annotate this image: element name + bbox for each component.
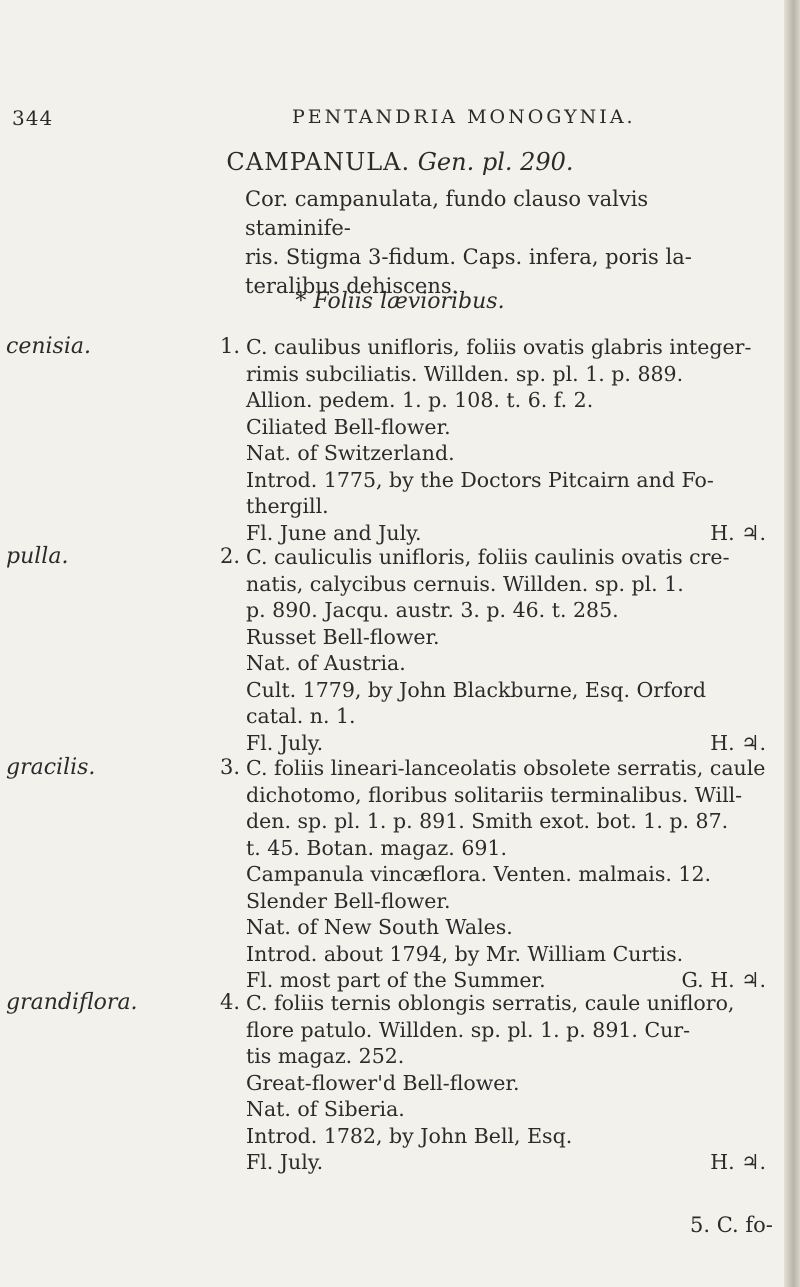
species-epithet: gracilis.	[6, 755, 96, 780]
description-line: Introd. 1782, by John Bell, Esq.	[246, 1123, 573, 1148]
description-line: natis, calycibus cernuis. Willden. sp. pl. 1.	[246, 571, 684, 596]
description-line: Russet Bell-flower.	[246, 624, 440, 649]
description-line: C. foliis ternis oblongis serratis, caule unifloro,	[246, 991, 735, 1015]
description-line: t. 45. Botan. magaz. 691.	[246, 835, 507, 860]
species-description	[246, 755, 766, 994]
status-mark: H. ♃.	[710, 520, 766, 545]
description-line: Great-flower'd Bell-flower.	[246, 1070, 520, 1095]
section-heading: * Foliis lævioribus.	[295, 289, 505, 314]
description-line: catal. n. 1.	[246, 704, 356, 728]
flowering-text: Fl. July.	[246, 1150, 324, 1174]
genus-heading	[0, 148, 800, 176]
description-line: p. 890. Jacqu. austr. 3. p. 46. t. 285.	[246, 598, 619, 622]
flowering-text: Fl. July.	[246, 730, 324, 755]
species-number: 4.	[220, 990, 241, 1014]
description-line: Introd. about 1794, by Mr. William Curtis.	[246, 941, 684, 966]
description-line: Nat. of New South Wales.	[246, 915, 513, 939]
species-epithet: pulla.	[6, 544, 69, 569]
description-line: tis magaz. 252.	[246, 1044, 405, 1068]
flowering-line	[246, 520, 766, 547]
status-mark: H. ♃.	[710, 1150, 766, 1174]
description-line: Nat. of Switzerland.	[246, 441, 455, 465]
species-description	[246, 334, 766, 546]
flowering-line	[246, 1149, 766, 1176]
page-number: 344	[12, 106, 54, 130]
generic-character	[245, 185, 745, 301]
catchword: 5. C. fo-	[690, 1213, 773, 1237]
description-line: flore patulo. Willden. sp. pl. 1. p. 891. Cur-	[246, 1017, 691, 1042]
character-line: ris. Stigma 3-fidum. Caps. infera, poris la-	[245, 245, 692, 269]
page-edge	[784, 0, 800, 1287]
flowering-text: Fl. June and July.	[246, 520, 422, 545]
description-line: Campanula vincæflora. Venten. malmais. 12.	[246, 862, 712, 886]
description-line: Nat. of Austria.	[246, 651, 406, 675]
description-line: Slender Bell-flower.	[246, 888, 451, 913]
species-number: 3.	[220, 755, 241, 779]
page-header	[0, 106, 800, 136]
description-line: den. sp. pl. 1. p. 891. Smith exot. bot. 1. p. 87.	[246, 809, 729, 833]
description-line: C. caulibus unifloris, foliis ovatis glabris integer-	[246, 335, 752, 359]
genus-name: CAMPANULA.	[226, 148, 411, 176]
description-line: Ciliated Bell-flower.	[246, 414, 451, 439]
species-description	[246, 544, 766, 756]
flowering-line	[246, 730, 766, 757]
description-line: dichotomo, floribus solitariis terminalibus. Will-	[246, 782, 743, 807]
running-head: PENTANDRIA MONOGYNIA.	[292, 106, 636, 128]
character-line: teralibus dehiscens.	[245, 274, 459, 298]
species-description	[246, 990, 766, 1176]
species-epithet: grandiflora.	[6, 990, 138, 1015]
description-line: Allion. pedem. 1. p. 108. t. 6. f. 2.	[246, 388, 594, 412]
description-line: rimis subciliatis. Willden. sp. pl. 1. p. 889.	[246, 361, 684, 386]
species-number: 2.	[220, 544, 241, 568]
description-line: C. foliis lineari-lanceolatis obsolete serratis, caule	[246, 756, 766, 780]
description-line: Cult. 1779, by John Blackburne, Esq. Orford	[246, 677, 706, 702]
flowering-text: Fl. most part of the Summer.	[246, 968, 546, 992]
status-mark: H. ♃.	[710, 730, 766, 755]
description-line: Nat. of Siberia.	[246, 1097, 405, 1121]
description-line: thergill.	[246, 494, 329, 518]
description-line: C. cauliculis unifloris, foliis caulinis ovatis cre-	[246, 545, 730, 569]
species-epithet: cenisia.	[6, 334, 91, 359]
genus-reference: Gen. pl. 290.	[417, 148, 574, 176]
species-number: 1.	[220, 334, 241, 358]
character-line: Cor. campanulata, fundo clauso valvis staminife-	[245, 187, 649, 240]
description-line: Introd. 1775, by the Doctors Pitcairn and Fo-	[246, 467, 714, 492]
status-mark: G. H. ♃.	[681, 968, 766, 992]
